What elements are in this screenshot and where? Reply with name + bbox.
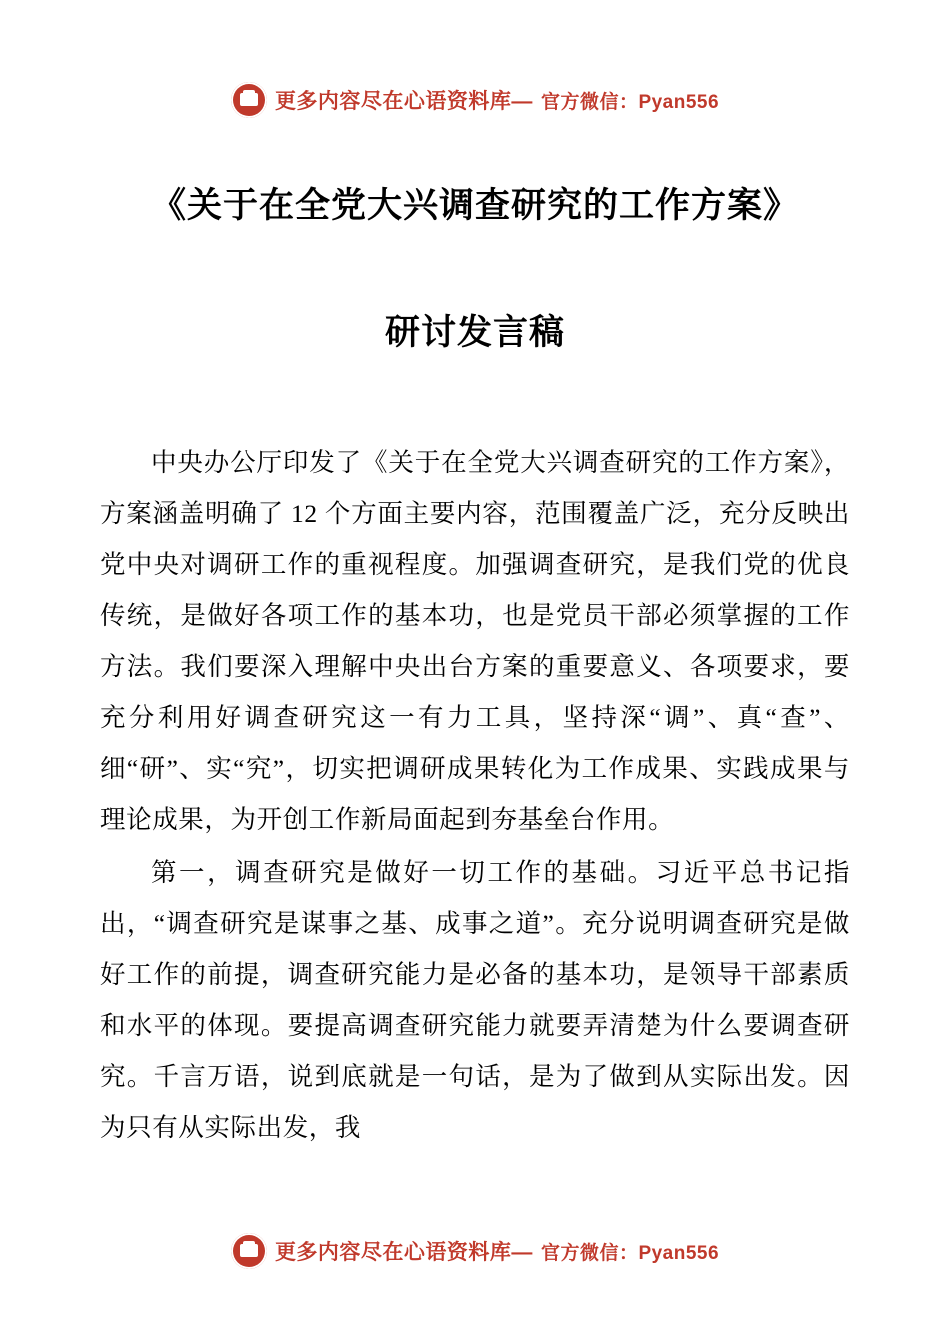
watermark-main-text: 更多内容尽在心语资料库— [274, 90, 533, 113]
watermark-main-text: 更多内容尽在心语资料库— [274, 1241, 533, 1264]
body-paragraph: 第一，调查研究是做好一切工作的基础。习近平总书记指出，“调查研究是谋事之基、成事之道”。充分说明调查研究是做好工作的前提，调查研究能力是必备的基本功，是领导干部素质和水平的体现。要提高调查研究能力就要弄清楚为什么要调查研究。千言万语，说到底就是一句话，是为了做到从实际出发。因为只有从实际出发，我 [100, 858, 850, 1142]
page-title-line-2: 研讨发言稿 [384, 313, 565, 352]
watermark-wechat-text: 官方微信：Pyan556 [540, 91, 720, 113]
book-circle-logo-icon [231, 82, 267, 118]
watermark-wechat-text: 官方微信：Pyan556 [540, 1242, 720, 1264]
page-title-line-1: 《关于在全党大兴调查研究的工作方案》 [150, 186, 799, 225]
watermark-top [0, 82, 950, 118]
body-paragraph: 中央办公厅印发了《关于在全党大兴调查研究的工作方案》，方案涵盖明确了 12 个方面主要内容，范围覆盖广泛，充分反映出党中央对调研工作的重视程度。加强调查研究，是我们党的优良传统，是做好各项工作的基本功，也是党员干部必须掌握的工作方法。我们要深入理解中央出台方案的重要意义、各项要求，要充分利用好调查研究这一有力工具，坚持深“调”、真“查”、细“研”、实“究”，切实把调研成果转化为工作成果、实践成果与理论成果，为开创工作新局面起到夯基垒台作用。 [100, 448, 850, 834]
book-circle-logo-icon [231, 1233, 267, 1269]
document-body [100, 437, 850, 1155]
watermark-bottom [0, 1233, 950, 1269]
